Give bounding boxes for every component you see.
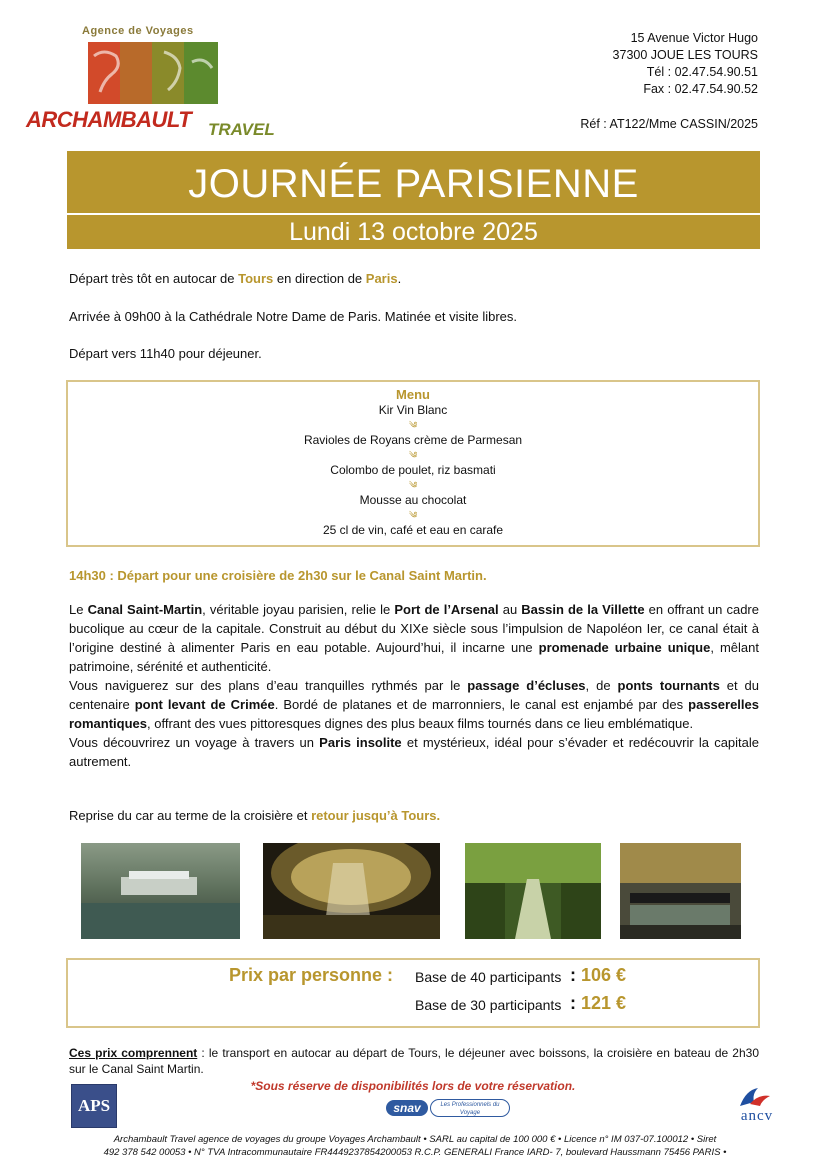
intro-text: en direction de — [273, 271, 366, 286]
address-city: 37300 JOUE LES TOURS — [612, 48, 758, 62]
paragraph-discovery — [69, 733, 759, 771]
emphasis: Paris insolite — [319, 735, 402, 750]
event-date: Lundi 13 octobre 2025 — [289, 218, 538, 246]
snav-logo: snav — [386, 1100, 428, 1116]
price-value-30: 121 € — [581, 993, 627, 1013]
price-base-30: Base de 30 participants — [415, 997, 562, 1013]
intro-text: . — [397, 271, 402, 286]
text: et mystérieux, idéal pour s’évader et redécouvrir la capitale autrement. — [69, 735, 759, 769]
banner-divider — [67, 213, 760, 215]
ancv-label: ancv — [740, 1108, 774, 1124]
address-street: 15 Avenue Victor Hugo — [630, 31, 758, 45]
brand-travel: TRAVEL — [208, 120, 275, 139]
ornament-icon: ༄ — [408, 420, 418, 430]
price-includes — [69, 1045, 759, 1077]
intro-text: Départ très tôt en autocar de — [69, 271, 239, 286]
photo-canal-lock — [620, 843, 741, 939]
canal-description — [69, 600, 759, 771]
return-trip — [69, 806, 759, 825]
brand-main: ARCHAMBAULT — [26, 107, 192, 132]
agency-logo — [22, 22, 284, 152]
address-fax: Fax : 02.47.54.90.52 — [643, 82, 758, 96]
city-tours: Tours — [238, 271, 274, 286]
menu-item: Colombo de poulet, riz basmati — [330, 463, 496, 477]
emphasis: Canal Saint-Martin — [87, 602, 203, 617]
text: Vous naviguerez sur des plans d’eau tranquilles rythmés par le — [69, 678, 468, 693]
includes-text: : le transport en autocar au départ de Tours, le déjeuner avec boissons, la croisière en bateau de 2h30 sur le Canal Saint Martin. — [69, 1046, 760, 1076]
menu-item: 25 cl de vin, café et eau en carafe — [322, 523, 504, 537]
snav-subtitle: Les Professionnels du Voyage — [430, 1099, 510, 1117]
photo-canal-trees — [465, 843, 601, 939]
text: en offrant un cadre bucolique au cœur de la capitale. Construit au début du XIXe siècle sous l’impulsion de Napoléon Ier, ce canal était à l’origine destiné à alimenter Paris en eau potable. Aujourd’hui, il incarne une — [69, 602, 759, 655]
price-box — [66, 958, 760, 1028]
emphasis: ponts tournants — [617, 678, 720, 693]
intro-departure — [69, 269, 759, 288]
ancv-badge — [722, 1084, 792, 1128]
paragraph-navigation — [69, 676, 759, 733]
return-highlight: retour jusqu’à Tours. — [311, 808, 441, 823]
reservation-note: *Sous réserve de disponibilités lors de votre réservation. — [250, 1079, 576, 1093]
text: , de — [585, 678, 618, 693]
menu-item: Ravioles de Royans crème de Parmesan — [303, 433, 523, 447]
photo-canal-tunnel — [263, 843, 440, 939]
title-banner — [67, 151, 760, 249]
city-paris: Paris — [365, 271, 398, 286]
page-title: JOURNÉE PARISIENNE — [188, 162, 639, 206]
intro-lunch: Départ vers 11h40 pour déjeuner. — [69, 346, 262, 361]
ornament-icon: ༄ — [408, 450, 418, 460]
menu-box — [66, 380, 760, 547]
menu-title: Menu — [396, 387, 430, 402]
price-value-40: 106 € — [581, 965, 627, 985]
text: au — [498, 602, 522, 617]
aps-badge: APS — [71, 1084, 117, 1128]
text: Vous découvrirez un voyage à travers un — [69, 735, 320, 750]
text: . Bordé de platanes et de marronniers, le canal est enjambé par des — [274, 697, 689, 712]
emphasis: Port de l’Arsenal — [394, 602, 499, 617]
menu-item: Kir Vin Blanc — [378, 403, 448, 417]
ornament-icon: ༄ — [408, 510, 418, 520]
text: Le — [69, 602, 88, 617]
colon: : — [570, 993, 576, 1013]
emphasis: passerelles romantiques — [69, 697, 759, 731]
text: et du centenaire — [69, 678, 760, 712]
text: Reprise du car au terme de la croisière et — [69, 808, 312, 823]
ornament-icon: ༄ — [408, 480, 418, 490]
emphasis: Bassin de la Villette — [521, 602, 645, 617]
includes-label: Ces prix comprennent — [69, 1046, 198, 1060]
text: , offrant des vues pittoresques dignes des plus beaux films tournés dans ce lieu emblématique. — [147, 716, 694, 731]
price-label: Prix par personne : — [229, 965, 394, 985]
paragraph-canal — [69, 600, 759, 676]
agency-address — [613, 30, 758, 98]
colon: : — [570, 965, 576, 985]
snav-badge — [386, 1098, 511, 1118]
cruise-heading: 14h30 : Départ pour une croisière de 2h30 sur le Canal Saint Martin. — [69, 568, 487, 583]
menu-item: Mousse au chocolat — [359, 493, 467, 507]
text: , mêlant patrimoine, sérénité et authenticité. — [69, 640, 759, 674]
reference: Réf : AT122/Mme CASSIN/2025 — [580, 117, 758, 131]
legal-footer — [70, 1133, 760, 1159]
legal-line-2: 492 378 542 00053 • N° TVA Intracommunautaire FR4449237854200053 R.C.P. GENERALI France IARD- 7, boulevard Haussmann 75456 PARIS • — [103, 1147, 727, 1158]
intro-arrival: Arrivée à 09h00 à la Cathédrale Notre Dame de Paris. Matinée et visite libres. — [69, 309, 517, 324]
emphasis: promenade urbaine unique — [538, 640, 711, 655]
address-tel: Tél : 02.47.54.90.51 — [646, 65, 758, 79]
emphasis: pont levant de Crimée — [134, 697, 275, 712]
photo-canal-boat — [81, 843, 240, 939]
agency-label: Agence de Voyages — [82, 25, 194, 37]
emphasis: passage d’écluses — [467, 678, 586, 693]
text: , véritable joyau parisien, relie le — [202, 602, 395, 617]
price-base-40: Base de 40 participants — [415, 969, 562, 985]
legal-line-1: Archambault Travel agence de voyages du groupe Voyages Archambault • SARL au capital de 100 000 € • Licence n° IM 037-07.100012 • Siret — [113, 1134, 717, 1145]
